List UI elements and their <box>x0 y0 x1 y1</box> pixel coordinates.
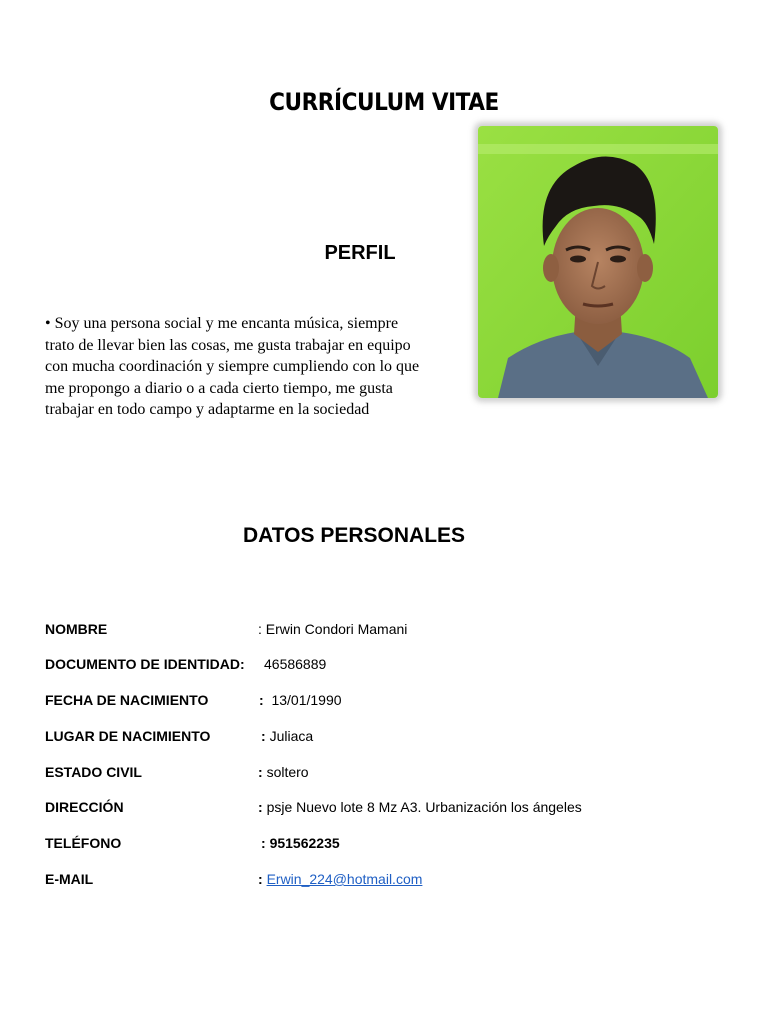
row-label: DIRECCIÓN <box>45 799 124 815</box>
datos-row-email <box>45 871 725 891</box>
row-value <box>258 871 422 887</box>
row-label: TELÉFONO <box>45 835 122 851</box>
perfil-heading: PERFIL <box>324 242 396 264</box>
row-colon: : <box>261 835 266 851</box>
perfil-line: me propongo a diario o a cada cierto tiempo, me gusta <box>45 379 393 397</box>
datos-row-documento <box>45 656 725 676</box>
row-value-text: Juliaca <box>269 728 314 744</box>
email-link[interactable]: Erwin_224@hotmail.com <box>266 871 423 887</box>
row-label: DOCUMENTO DE IDENTIDAD: <box>45 656 245 672</box>
datos-row-fecha <box>45 692 725 712</box>
row-label: ESTADO CIVIL <box>45 764 142 780</box>
row-value <box>264 656 326 672</box>
row-colon: : <box>261 728 266 744</box>
perfil-paragraph <box>45 313 465 421</box>
person-photo-icon <box>478 126 718 398</box>
row-colon: : <box>258 621 262 637</box>
datos-row-nombre <box>45 621 725 641</box>
row-label: FECHA DE NACIMIENTO <box>45 692 209 708</box>
row-value <box>258 621 407 637</box>
row-value-text: 951562235 <box>269 835 340 851</box>
row-value <box>258 764 309 780</box>
row-label: LUGAR DE NACIMIENTO <box>45 728 211 744</box>
row-value-text: soltero <box>266 764 309 780</box>
datos-row-lugar <box>45 728 725 748</box>
perfil-line: con mucha coordinación y siempre cumpliendo con lo que <box>45 358 420 375</box>
row-value-text: 13/01/1990 <box>271 692 342 708</box>
row-value <box>258 799 582 815</box>
datos-row-estado <box>45 764 725 784</box>
row-label: E-MAIL <box>45 871 94 887</box>
row-colon: : <box>258 764 263 780</box>
row-value-text: Erwin Condori Mamani <box>265 621 408 637</box>
row-value <box>261 835 340 851</box>
profile-photo <box>478 126 718 398</box>
perfil-line: trabajar en todo campo y adaptarme en la sociedad <box>45 401 370 418</box>
perfil-line: trato de llevar bien las cosas, me gusta trabajar en equipo <box>45 336 411 354</box>
row-value-text: psje Nuevo lote 8 Mz A3. Urbanización los ángeles <box>266 799 582 815</box>
document-title: CURRÍCULUM VITAE <box>269 88 499 116</box>
perfil-line: • Soy una persona social y me encanta música, siempre <box>45 315 399 332</box>
datos-row-telefono <box>45 835 725 855</box>
row-colon: : <box>258 871 263 887</box>
row-value <box>259 692 342 708</box>
row-value-text: 46586889 <box>264 656 327 672</box>
row-colon: : <box>258 799 263 815</box>
datos-row-direccion <box>45 799 725 819</box>
row-colon: : <box>259 692 264 708</box>
datos-heading: DATOS PERSONALES <box>242 524 466 547</box>
row-value <box>261 728 313 744</box>
row-label: NOMBRE <box>45 621 108 637</box>
